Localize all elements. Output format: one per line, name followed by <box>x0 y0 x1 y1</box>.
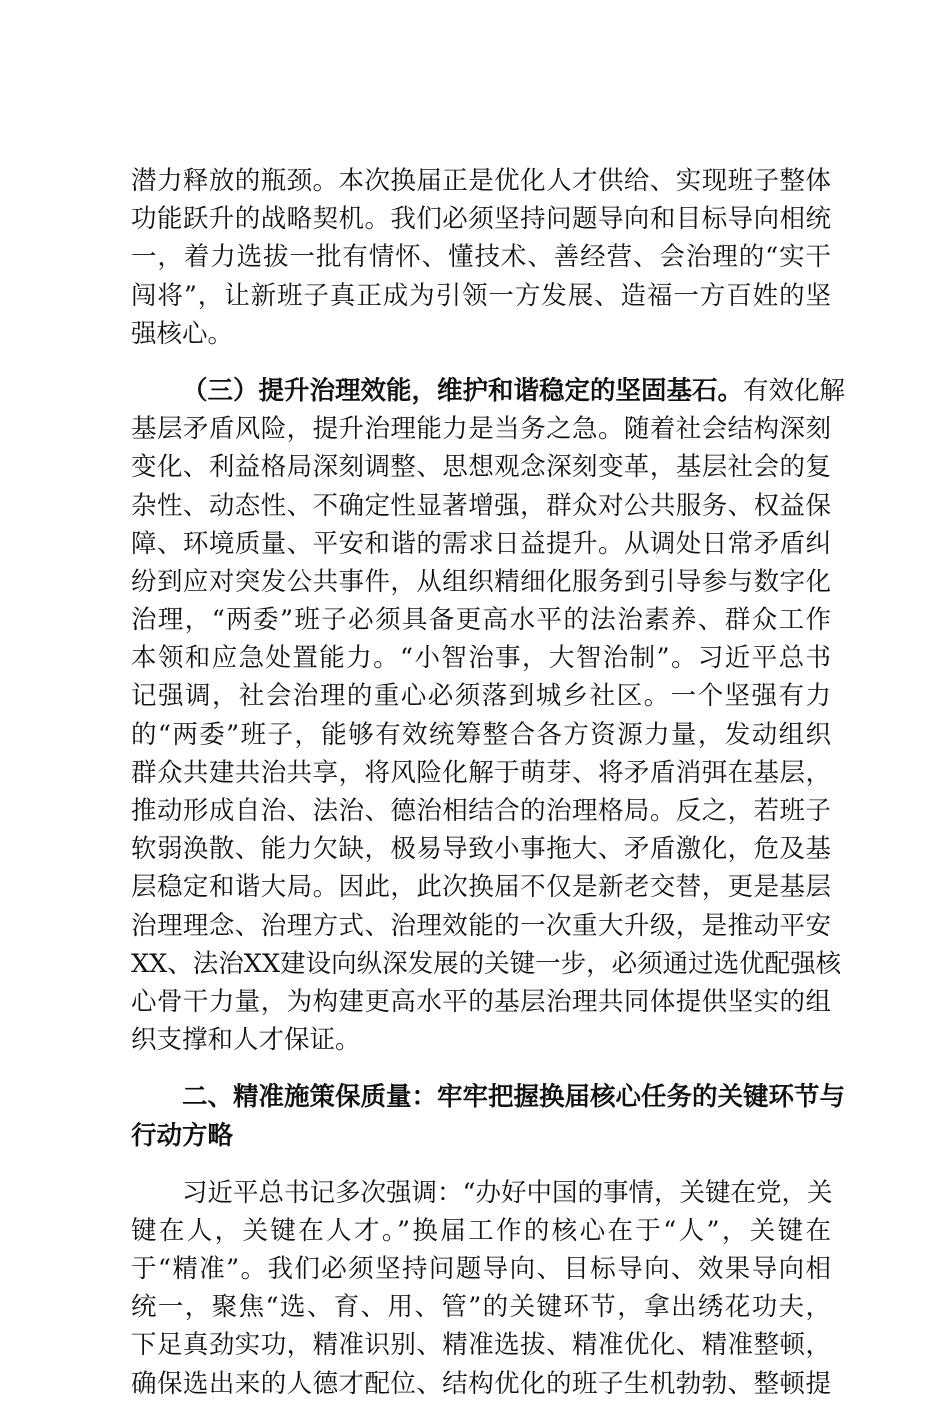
text-line: 统一，聚焦“选、育、用、管”的关键环节，拿出绣花功夫， <box>131 1292 831 1323</box>
text-line: 心骨干力量，为构建更高水平的基层治理共同体提供坚实的组 <box>131 986 831 1017</box>
text-line: XX、法治XX建设向纵深发展的关键一步，必须通过选优配强核 <box>131 948 842 979</box>
text-line: 记强调，社会治理的重心必须落到城乡社区。一个坚强有力 <box>131 681 831 712</box>
paragraph-1 <box>131 162 831 353</box>
text-run: 有效化解 <box>743 375 846 406</box>
text-line: 功能跃升的战略契机。我们必须坚持问题导向和目标导向相统 <box>131 204 831 235</box>
heading-line: 二、精准施策保质量：牢牢把握换届核心任务的关键环节与 <box>182 1082 846 1113</box>
text-line: 基层矛盾风险，提升治理能力是当务之急。随着社会结构深刻 <box>131 414 831 445</box>
text-line: 治理理念、治理方式、治理效能的一次重大升级，是推动平安 <box>131 910 831 941</box>
text-line: 强核心。 <box>131 318 234 349</box>
paragraph-spacer <box>131 1059 831 1078</box>
text-line: 下足真劲实功，精准识别、精准选拔、精准优化、精准整顿， <box>131 1330 831 1361</box>
text-line: 于“精准”。我们必须坚持问题导向、目标导向、效果导向相 <box>131 1254 831 1285</box>
paragraph-spacer <box>131 353 831 372</box>
text-line: 习近平总书记多次强调：“办好中国的事情，关键在党，关 <box>182 1177 833 1208</box>
document-body <box>131 162 846 1403</box>
text-line: 杂性、动态性、不确定性显著增强，群众对公共服务、权益保 <box>131 490 831 521</box>
text-line: 的“两委”班子，能够有效统筹整合各方资源力量，发动组织 <box>131 719 831 750</box>
paragraph-spacer <box>131 1155 831 1174</box>
text-line: 推动形成自治、法治、德治相结合的治理格局。反之，若班子 <box>131 796 831 826</box>
text-line: 确保选出来的人德才配位、结构优化的班子生机勃勃、整顿提 <box>131 1368 831 1399</box>
text-line: 软弱涣散、能力欠缺，极易导致小事拖大、矛盾激化，危及基 <box>131 834 831 865</box>
text-line: 层稳定和谐大局。因此，此次换届不仅是新老交替，更是基层 <box>131 872 831 903</box>
text-line: 闯将”，让新班子真正成为引领一方发展、造福一方百姓的坚 <box>131 280 831 311</box>
section-heading <box>131 1078 846 1154</box>
text-line: 障、环境质量、平安和谐的需求日益提升。从调处日常矛盾纠 <box>131 528 831 559</box>
text-line: 群众共建共治共享，将风险化解于萌芽、将矛盾消弭在基层， <box>131 757 831 788</box>
paragraph-2 <box>131 372 846 1059</box>
text-line: 本领和应急处置能力。“小智治事，大智治制”。习近平总书 <box>131 643 831 674</box>
heading-line: 行动方略 <box>131 1120 234 1151</box>
text-line: 潜力释放的瓶颈。本次换届正是优化人才供给、实现班子整体 <box>131 166 831 196</box>
paragraph-3 <box>131 1174 831 1403</box>
text-line: 织支撑和人才保证。 <box>131 1025 361 1056</box>
text-line: 变化、利益格局深刻调整、思想观念深刻变革，基层社会的复 <box>131 452 831 483</box>
text-line: 治理，“两委”班子必须具备更高水平的法治素养、群众工作 <box>131 605 831 636</box>
text-line <box>131 372 846 410</box>
text-line: 键在人，关键在人才。”换届工作的核心在于“人”，关键在 <box>131 1215 831 1246</box>
text-line: 一，着力选拔一批有情怀、懂技术、善经营、会治理的“实干 <box>131 242 831 273</box>
text-line: 纷到应对突发公共事件，从组织精细化服务到引导参与数字化 <box>131 566 831 597</box>
section-subheading: （三）提升治理效能，维护和谐稳定的坚固基石。 <box>182 375 744 406</box>
